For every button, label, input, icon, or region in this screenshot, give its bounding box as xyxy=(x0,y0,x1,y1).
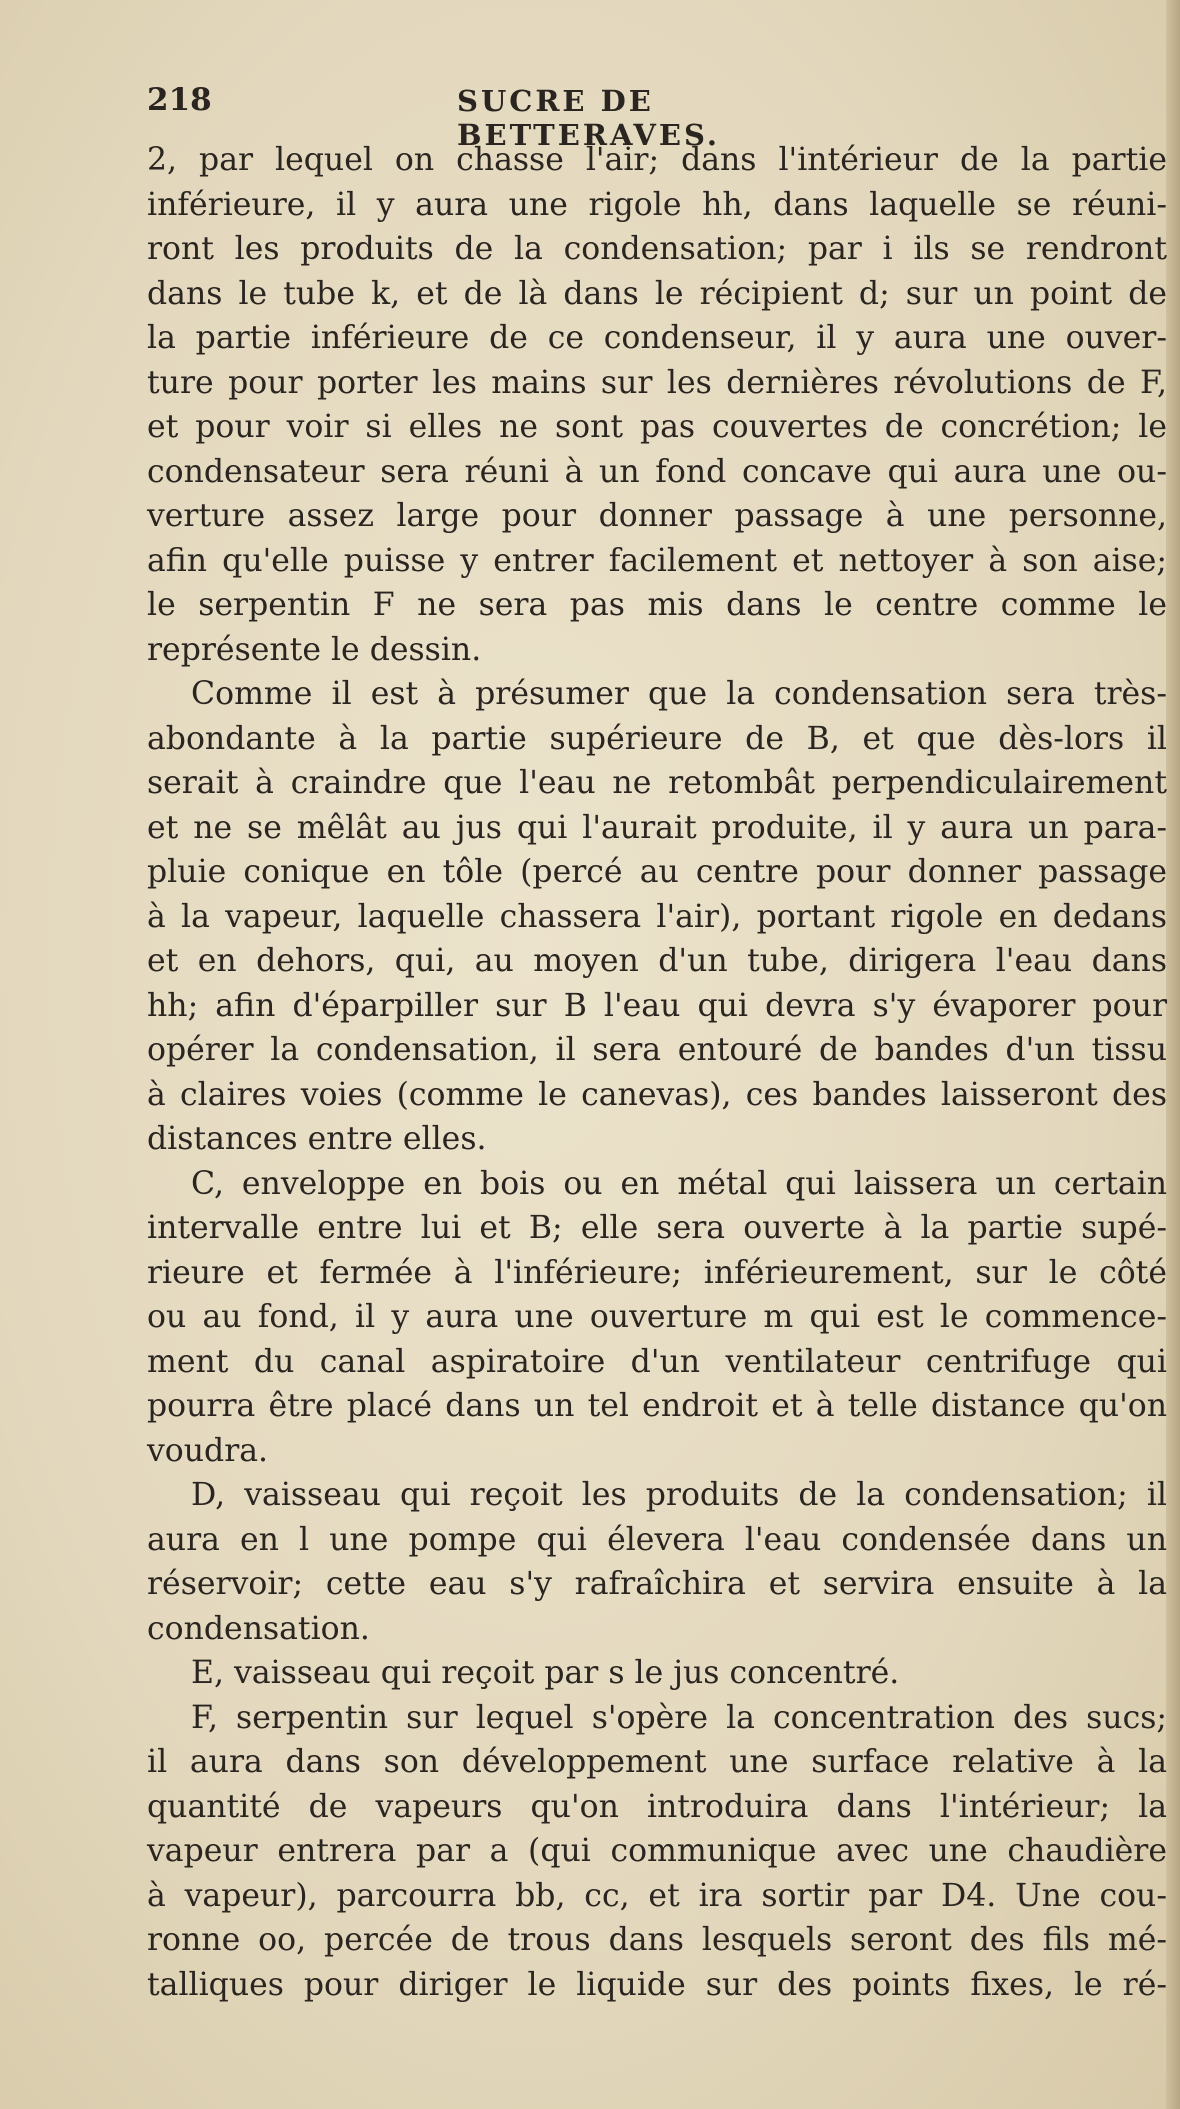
text-line: intervalle entre lui et B; elle sera ouverte à la partie supé- xyxy=(147,1210,1167,1246)
text-line: et pour voir si elles ne sont pas couvertes de concrétion; le xyxy=(147,409,1167,445)
text-line: aura en l une pompe qui élevera l'eau condensée dans un xyxy=(147,1521,1167,1558)
text-line: serait à craindre que l'eau ne retombât perpendiculairement xyxy=(147,765,1167,801)
text-line: à la vapeur, laquelle chassera l'air), portant rigole en dedans xyxy=(147,898,1167,935)
text-line: dans le tube k, et de là dans le récipient d; sur un point de xyxy=(147,275,1167,312)
text-line: ront les produits de la condensation; par i ils se rendront xyxy=(147,231,1167,267)
text-line: ture pour porter les mains sur les dernières révolutions de F, xyxy=(147,364,1167,401)
text-line: rieure et fermée à l'inférieure; inférieurement, sur le côté xyxy=(147,1254,1167,1291)
text-line: à vapeur), parcourra bb, cc, et ira sortir par D4. Une cou- xyxy=(147,1877,1167,1914)
text-line: et en dehors, qui, au moyen d'un tube, dirigera l'eau dans xyxy=(147,943,1167,979)
text-line: afin qu'elle puisse y entrer facilement et nettoyer à son aise; xyxy=(147,542,1167,579)
text-line: à claires voies (comme le canevas), ces bandes laisseront des xyxy=(147,1076,1167,1113)
text-line: condensation. xyxy=(147,1610,370,1647)
body-text xyxy=(147,138,1167,2007)
text-line: représente le dessin. xyxy=(147,631,482,668)
text-line: la partie inférieure de ce condenseur, il y aura une ouver- xyxy=(147,320,1167,356)
text-line: opérer la condensation, il sera entouré de bandes d'un tissu xyxy=(147,1032,1167,1068)
text-line: hh; afin d'éparpiller sur B l'eau qui devra s'y évaporer pour xyxy=(147,987,1167,1024)
text-line: D, vaisseau qui reçoit les produits de la condensation; il xyxy=(191,1477,1167,1513)
page-spine-shadow xyxy=(1166,0,1180,2109)
text-line: E, vaisseau qui reçoit par s le jus concentré. xyxy=(191,1655,900,1691)
text-line: voudra. xyxy=(147,1432,269,1469)
text-line: pluie conique en tôle (percé au centre pour donner passage xyxy=(147,854,1167,890)
text-line: il aura dans son développement une surface relative à la xyxy=(147,1744,1167,1780)
running-title: SUCRE DE BETTERAVES. xyxy=(457,84,720,152)
text-line: condensateur sera réuni à un fond concave qui aura une ou- xyxy=(147,453,1167,490)
text-line: F, serpentin sur lequel s'opère la concentration des sucs; xyxy=(191,1699,1167,1736)
text-line: vapeur entrera par a (qui communique avec une chaudière xyxy=(147,1833,1167,1869)
text-line: pourra être placé dans un tel endroit et à telle distance qu'on xyxy=(147,1388,1167,1424)
text-line: 2, par lequel on chasse l'air; dans l'intérieur de la partie xyxy=(147,142,1167,178)
text-line: inférieure, il y aura une rigole hh, dans laquelle se réuni- xyxy=(147,186,1167,223)
text-line: ou au fond, il y aura une ouverture m qui est le commence- xyxy=(147,1299,1167,1335)
text-line: Comme il est à présumer que la condensation sera très- xyxy=(191,676,1167,712)
page-number: 218 xyxy=(147,82,212,118)
text-line: distances entre elles. xyxy=(147,1121,487,1157)
text-line: abondante à la partie supérieure de B, et que dès-lors il xyxy=(147,720,1167,757)
text-line: quantité de vapeurs qu'on introduira dans l'intérieur; la xyxy=(147,1788,1167,1825)
text-line: réservoir; cette eau s'y rafraîchira et servira ensuite à la xyxy=(147,1566,1167,1602)
text-line: le serpentin F ne sera pas mis dans le centre comme le xyxy=(147,587,1167,623)
page-header xyxy=(147,82,927,152)
text-line: ment du canal aspiratoire d'un ventilateur centrifuge qui xyxy=(147,1343,1167,1380)
text-line: C, enveloppe en bois ou en métal qui laissera un certain xyxy=(191,1165,1167,1202)
text-line: et ne se mêlât au jus qui l'aurait produite, il y aura un para- xyxy=(147,809,1167,846)
text-line: talliques pour diriger le liquide sur des points fixes, le ré- xyxy=(147,1966,1167,2003)
text-line: verture assez large pour donner passage à une personne, xyxy=(147,498,1167,534)
text-line: ronne oo, percée de trous dans lesquels seront des fils mé- xyxy=(147,1922,1167,1958)
